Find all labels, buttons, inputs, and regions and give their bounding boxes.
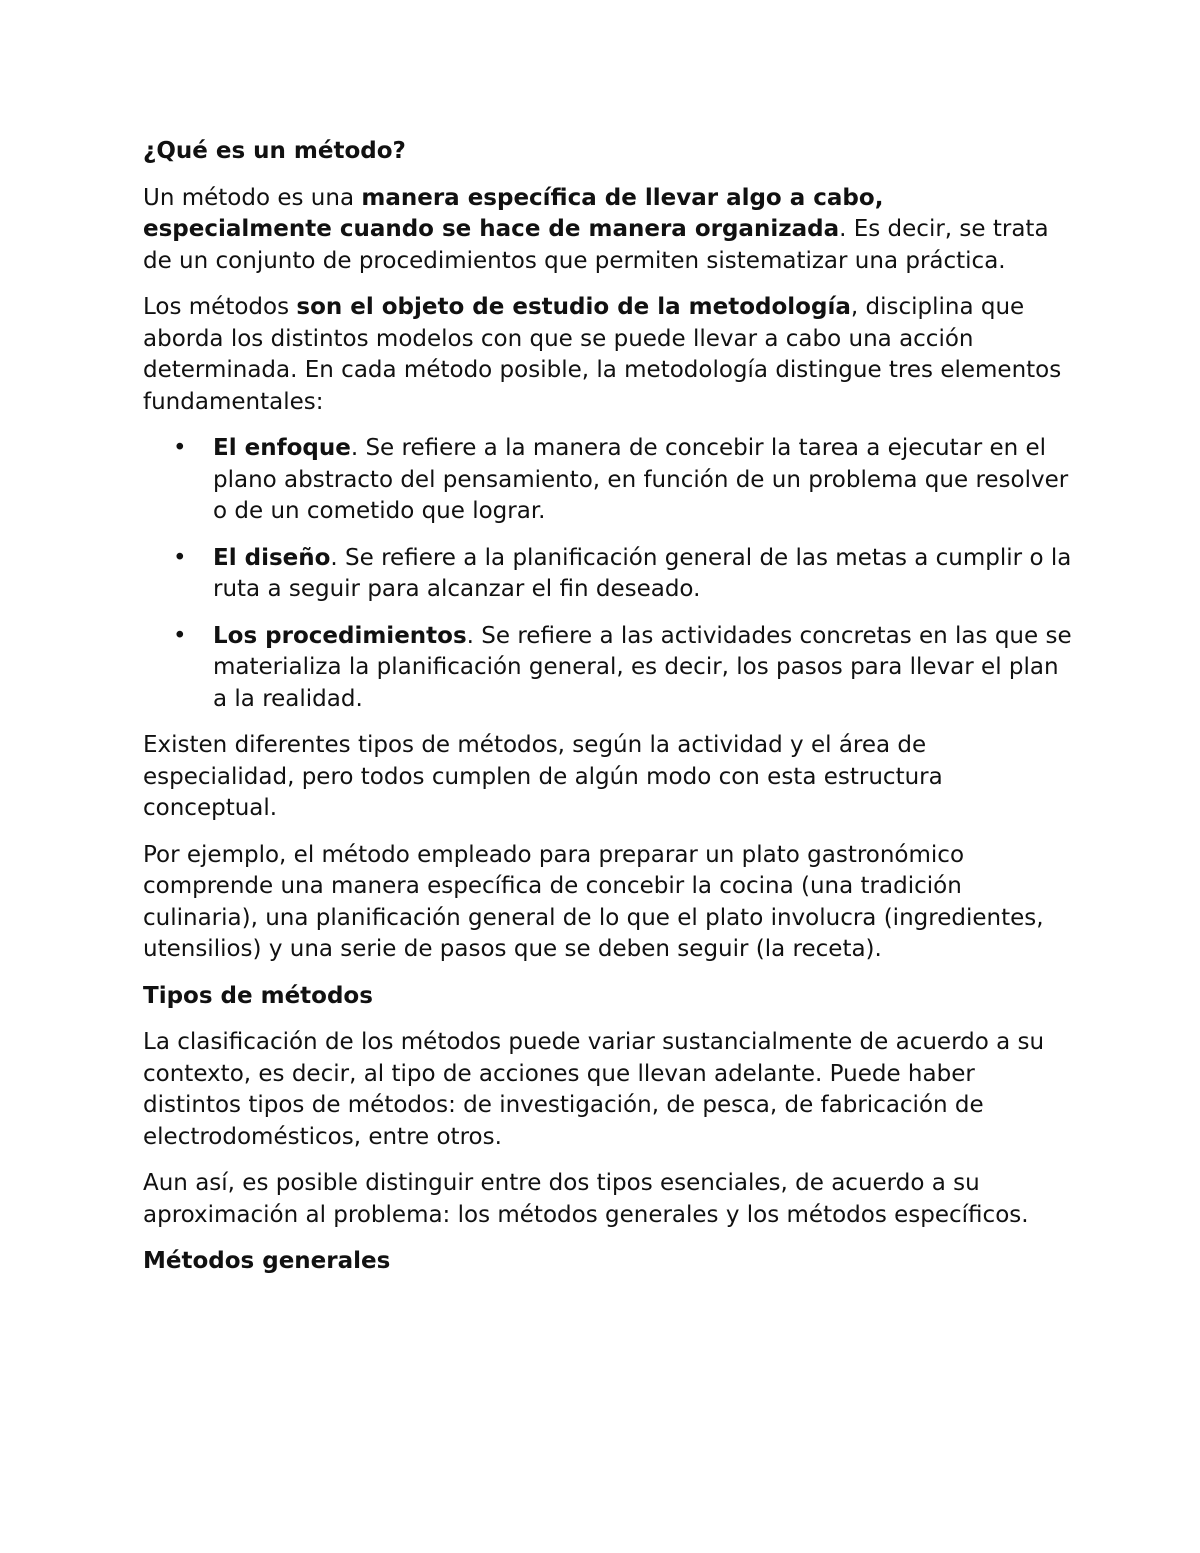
paragraph-text: . Es decir, se trata de un conjunto de procedimientos que permiten sistematizar una práctica. [143, 216, 1049, 274]
list-item-procedimientos [143, 621, 1073, 716]
list-item-term: El diseño [213, 544, 331, 571]
paragraph-clasificacion: La clasificación de los métodos puede variar sustancialmente de acuerdo a su contexto, es decir, al tipo de acciones que llevan adelante. Puede haber distintos tipos de métodos: de investigación, de pesca, de fabricación de electrodomésticos, entre otros. [143, 1029, 1045, 1150]
bold-text: manera específica de llevar algo a cabo, especialmente cuando se hace de manera organizada [143, 184, 884, 242]
bullet-icon: • [173, 435, 187, 461]
list-item-term: El enfoque [213, 435, 351, 461]
list-item-text: . Se refiere a la manera de concebir la tarea a ejecutar en el plano abstracto del pensamiento, en función de un problema que resolver o de un cometido que lograr. [213, 435, 1069, 524]
list-item-text: . Se refiere a la planificación general de las metas a cumplir o la ruta a seguir para alcanzar el fin deseado. [213, 544, 1072, 602]
bullet-icon: • [173, 544, 187, 571]
paragraph-text: , disciplina que aborda los distintos modelos con que se puede llevar a cabo una acción determinada. En cada método posible, la metodología distingue tres elementos fundamentales: [143, 294, 1062, 415]
paragraph-text: Un método es una [143, 184, 362, 211]
paragraph-text: Los métodos [143, 294, 297, 320]
section-heading-tipos-de-metodos: Tipos de métodos [143, 982, 373, 1009]
bullet-icon: • [173, 622, 187, 649]
paragraph-tipos-existentes: Existen diferentes tipos de métodos, según la actividad y el área de especialidad, pero todos cumplen de algún modo con esta estructura conceptual. [143, 732, 943, 821]
list-item-enfoque [143, 433, 1073, 528]
elements-list [143, 433, 1073, 715]
list-item-term: Los procedimientos [213, 622, 467, 649]
bold-text: son el objeto de estudio de la metodología [296, 294, 851, 320]
section-heading-que-es-un-metodo: ¿Qué es un método? [143, 138, 406, 164]
paragraph-tipos-esenciales: Aun así, es posible distinguir entre dos tipos esenciales, de acuerdo a su aproximación al problema: los métodos generales y los métodos específicos. [143, 1170, 1029, 1228]
list-item-text: . Se refiere a las actividades concretas en las que se materializa la planificación general, es decir, los pasos para llevar el plan a la realidad. [213, 622, 1072, 712]
paragraph-definition [143, 183, 1073, 278]
paragraph-ejemplo: Por ejemplo, el método empleado para preparar un plato gastronómico comprende una manera específica de concebir la cocina (una tradición culinaria), una planificación general de lo que el plato involucra (ingredientes, utensilios) y una serie de pasos que se deben seguir (la receta). [143, 841, 1044, 962]
list-item-diseno [143, 543, 1073, 606]
section-heading-metodos-generales: Métodos generales [143, 1248, 391, 1274]
document-page [143, 136, 1073, 1293]
paragraph-metodologia [143, 292, 1073, 418]
